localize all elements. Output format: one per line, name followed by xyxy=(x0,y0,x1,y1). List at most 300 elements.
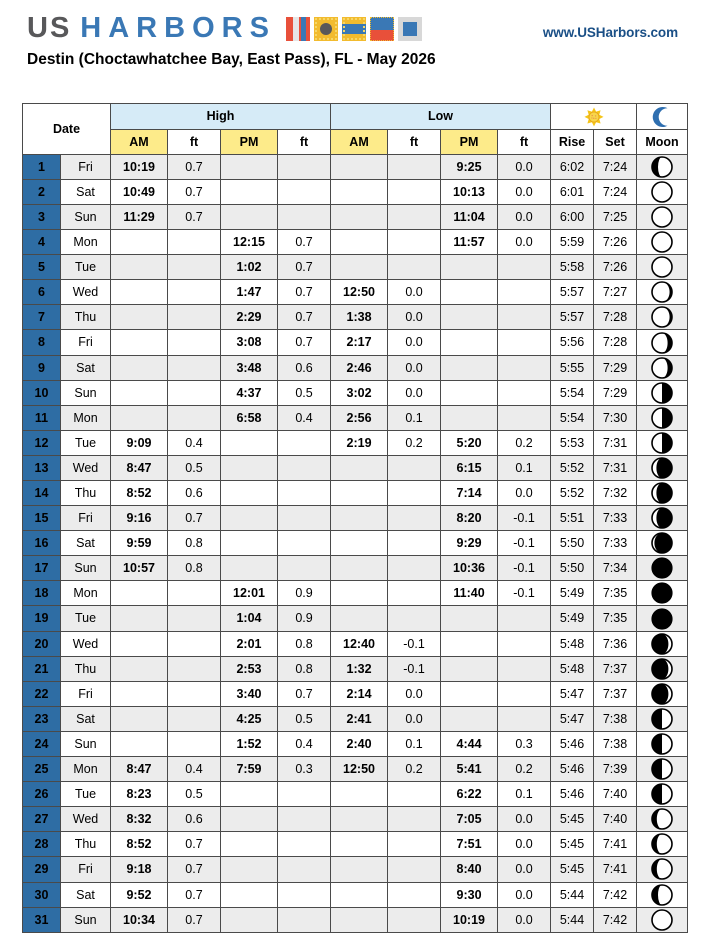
table-row xyxy=(23,857,688,882)
header-sun-set: Set xyxy=(594,129,637,154)
cell-day: 21 xyxy=(23,656,61,681)
cell-high-am: 8:23 xyxy=(111,782,168,807)
header-low-group: Low xyxy=(331,104,551,130)
cell-low-am-ft xyxy=(388,832,441,857)
cell-low-pm xyxy=(441,405,498,430)
table-row xyxy=(23,631,688,656)
cell-low-pm: 7:05 xyxy=(441,807,498,832)
cell-high-am-ft xyxy=(168,305,221,330)
table-row xyxy=(23,531,688,556)
cell-high-pm-ft: 0.7 xyxy=(278,681,331,706)
cell-moon-phase-waning-crescent-thick-icon xyxy=(637,882,688,907)
cell-high-pm: 12:01 xyxy=(221,581,278,606)
cell-moon-phase-waxing-gibbous-full-icon xyxy=(637,531,688,556)
cell-sunset: 7:27 xyxy=(594,280,637,305)
cell-high-pm: 2:53 xyxy=(221,656,278,681)
cell-high-pm xyxy=(221,857,278,882)
cell-day: 10 xyxy=(23,380,61,405)
cell-high-pm: 1:04 xyxy=(221,606,278,631)
cell-day: 25 xyxy=(23,757,61,782)
cell-low-pm: 11:04 xyxy=(441,204,498,229)
cell-low-am xyxy=(331,782,388,807)
cell-low-am xyxy=(331,556,388,581)
cell-sunset: 7:35 xyxy=(594,606,637,631)
header-low-am: AM xyxy=(331,129,388,154)
cell-high-pm-ft: 0.7 xyxy=(278,305,331,330)
cell-moon-phase-full-icon xyxy=(637,606,688,631)
cell-high-pm: 2:01 xyxy=(221,631,278,656)
cell-low-am: 3:02 xyxy=(331,380,388,405)
cell-low-am-ft xyxy=(388,481,441,506)
cell-low-pm xyxy=(441,255,498,280)
cell-moon-phase-waxing-gibbous-icon xyxy=(637,506,688,531)
cell-low-pm-ft: 0.0 xyxy=(498,204,551,229)
cell-high-am-ft: 0.7 xyxy=(168,154,221,179)
cell-sunrise: 6:01 xyxy=(551,179,594,204)
cell-high-am: 10:34 xyxy=(111,907,168,932)
cell-moon-phase-full-icon xyxy=(637,581,688,606)
cell-low-pm-ft: -0.1 xyxy=(498,531,551,556)
cell-high-am xyxy=(111,731,168,756)
header-high-pm: PM xyxy=(221,129,278,154)
cell-high-am-ft xyxy=(168,581,221,606)
cell-sunrise: 5:57 xyxy=(551,305,594,330)
table-row xyxy=(23,455,688,480)
moon-icon xyxy=(637,104,688,130)
cell-high-am: 9:18 xyxy=(111,857,168,882)
header-sun-rise: Rise xyxy=(551,129,594,154)
cell-high-pm: 6:58 xyxy=(221,405,278,430)
header-low-am-ft: ft xyxy=(388,129,441,154)
cell-sunrise: 5:47 xyxy=(551,681,594,706)
table-row xyxy=(23,430,688,455)
cell-high-am: 9:09 xyxy=(111,430,168,455)
cell-sunset: 7:41 xyxy=(594,832,637,857)
cell-sunrise: 5:49 xyxy=(551,581,594,606)
cell-low-pm: 8:40 xyxy=(441,857,498,882)
cell-high-pm-ft xyxy=(278,907,331,932)
cell-day: 31 xyxy=(23,907,61,932)
cell-low-pm: 11:57 xyxy=(441,230,498,255)
cell-high-am xyxy=(111,330,168,355)
cell-sunrise: 5:52 xyxy=(551,481,594,506)
cell-high-am-ft xyxy=(168,230,221,255)
table-row xyxy=(23,681,688,706)
cell-moon-phase-waning-crescent-icon xyxy=(637,857,688,882)
cell-low-am-ft xyxy=(388,882,441,907)
cell-sunrise: 5:52 xyxy=(551,455,594,480)
cell-weekday: Wed xyxy=(61,280,111,305)
cell-low-am-ft: 0.0 xyxy=(388,355,441,380)
cell-low-am xyxy=(331,204,388,229)
cell-moon-phase-new-icon xyxy=(637,230,688,255)
cell-high-am-ft xyxy=(168,380,221,405)
cell-high-am-ft: 0.7 xyxy=(168,506,221,531)
cell-sunrise: 5:48 xyxy=(551,656,594,681)
logo-text-harbors: HARBORS xyxy=(80,12,276,44)
table-row xyxy=(23,405,688,430)
cell-high-pm xyxy=(221,204,278,229)
cell-sunset: 7:37 xyxy=(594,656,637,681)
flag-signal-t-icon xyxy=(286,17,310,41)
cell-high-pm-ft: 0.5 xyxy=(278,706,331,731)
cell-sunset: 7:40 xyxy=(594,782,637,807)
cell-weekday: Thu xyxy=(61,481,111,506)
cell-low-pm xyxy=(441,380,498,405)
cell-sunrise: 5:46 xyxy=(551,731,594,756)
cell-low-pm-ft: 0.0 xyxy=(498,481,551,506)
cell-weekday: Sun xyxy=(61,556,111,581)
cell-high-am xyxy=(111,706,168,731)
cell-day: 18 xyxy=(23,581,61,606)
cell-day: 9 xyxy=(23,355,61,380)
cell-sunrise: 5:55 xyxy=(551,355,594,380)
cell-high-am-ft: 0.7 xyxy=(168,882,221,907)
cell-day: 7 xyxy=(23,305,61,330)
cell-moon-phase-last-quarter-icon xyxy=(637,782,688,807)
cell-weekday: Sat xyxy=(61,179,111,204)
cell-low-pm-ft: 0.3 xyxy=(498,731,551,756)
cell-sunrise: 5:57 xyxy=(551,280,594,305)
cell-low-pm-ft xyxy=(498,405,551,430)
cell-high-am xyxy=(111,280,168,305)
cell-high-pm: 12:15 xyxy=(221,230,278,255)
cell-low-am-ft: 0.0 xyxy=(388,280,441,305)
cell-low-pm-ft: -0.1 xyxy=(498,506,551,531)
cell-low-pm-ft: -0.1 xyxy=(498,581,551,606)
cell-low-am xyxy=(331,882,388,907)
cell-day: 4 xyxy=(23,230,61,255)
cell-weekday: Sun xyxy=(61,731,111,756)
cell-low-am-ft xyxy=(388,581,441,606)
cell-high-pm-ft: 0.7 xyxy=(278,230,331,255)
cell-high-pm-ft xyxy=(278,430,331,455)
cell-high-pm-ft: 0.9 xyxy=(278,581,331,606)
cell-high-pm-ft xyxy=(278,204,331,229)
cell-sunset: 7:28 xyxy=(594,305,637,330)
table-row xyxy=(23,581,688,606)
cell-low-pm-ft: 0.0 xyxy=(498,154,551,179)
cell-sunset: 7:41 xyxy=(594,857,637,882)
cell-low-am-ft xyxy=(388,907,441,932)
cell-low-am-ft: 0.0 xyxy=(388,380,441,405)
cell-low-am-ft xyxy=(388,204,441,229)
cell-sunrise: 5:59 xyxy=(551,230,594,255)
flag-signal-i-icon xyxy=(314,17,338,41)
site-url-link[interactable]: www.USHarbors.com xyxy=(542,25,678,40)
cell-sunrise: 5:45 xyxy=(551,807,594,832)
cell-weekday: Mon xyxy=(61,757,111,782)
cell-low-am xyxy=(331,857,388,882)
cell-high-pm: 7:59 xyxy=(221,757,278,782)
cell-low-pm: 11:40 xyxy=(441,581,498,606)
cell-high-pm-ft xyxy=(278,154,331,179)
table-body xyxy=(23,154,688,932)
cell-low-pm: 7:14 xyxy=(441,481,498,506)
usharbors-logo[interactable] xyxy=(27,14,422,43)
cell-day: 24 xyxy=(23,731,61,756)
cell-sunrise: 5:44 xyxy=(551,882,594,907)
cell-high-pm-ft: 0.9 xyxy=(278,606,331,631)
cell-high-am-ft: 0.7 xyxy=(168,857,221,882)
cell-moon-phase-waxing-crescent-thin-icon xyxy=(637,280,688,305)
cell-day: 6 xyxy=(23,280,61,305)
cell-moon-phase-last-quarter-icon xyxy=(637,731,688,756)
cell-high-am-ft: 0.7 xyxy=(168,179,221,204)
header-low-pm: PM xyxy=(441,129,498,154)
cell-low-am-ft: 0.2 xyxy=(388,430,441,455)
cell-high-am-ft: 0.4 xyxy=(168,757,221,782)
cell-low-pm-ft: 0.0 xyxy=(498,907,551,932)
cell-low-pm xyxy=(441,681,498,706)
cell-high-am-ft: 0.7 xyxy=(168,832,221,857)
cell-low-pm xyxy=(441,606,498,631)
cell-sunset: 7:38 xyxy=(594,731,637,756)
tide-table xyxy=(22,103,688,933)
cell-moon-phase-waning-crescent-icon xyxy=(637,807,688,832)
flag-signal-c-icon xyxy=(342,17,366,41)
cell-high-pm: 3:40 xyxy=(221,681,278,706)
cell-high-pm-ft xyxy=(278,531,331,556)
cell-sunset: 7:33 xyxy=(594,506,637,531)
cell-weekday: Tue xyxy=(61,255,111,280)
cell-low-pm-ft xyxy=(498,280,551,305)
cell-low-pm: 10:36 xyxy=(441,556,498,581)
cell-high-am xyxy=(111,355,168,380)
cell-sunrise: 5:46 xyxy=(551,757,594,782)
cell-high-pm: 2:29 xyxy=(221,305,278,330)
cell-low-pm xyxy=(441,355,498,380)
cell-high-am xyxy=(111,581,168,606)
cell-moon-phase-waxing-crescent-icon xyxy=(637,355,688,380)
cell-high-pm-ft: 0.4 xyxy=(278,405,331,430)
cell-sunset: 7:33 xyxy=(594,531,637,556)
cell-moon-phase-new-icon xyxy=(637,907,688,932)
cell-weekday: Fri xyxy=(61,681,111,706)
cell-high-am: 10:49 xyxy=(111,179,168,204)
cell-low-am: 2:14 xyxy=(331,681,388,706)
cell-high-am-ft: 0.7 xyxy=(168,204,221,229)
cell-sunset: 7:26 xyxy=(594,255,637,280)
cell-low-am: 2:41 xyxy=(331,706,388,731)
cell-sunset: 7:25 xyxy=(594,204,637,229)
cell-high-am-ft: 0.5 xyxy=(168,455,221,480)
cell-high-pm xyxy=(221,481,278,506)
cell-low-am xyxy=(331,531,388,556)
cell-moon-phase-full-icon xyxy=(637,556,688,581)
cell-weekday: Tue xyxy=(61,606,111,631)
cell-moon-phase-new-icon xyxy=(637,255,688,280)
cell-high-pm xyxy=(221,882,278,907)
cell-low-am-ft: -0.1 xyxy=(388,631,441,656)
cell-low-am: 2:17 xyxy=(331,330,388,355)
cell-high-pm xyxy=(221,430,278,455)
cell-sunrise: 5:53 xyxy=(551,430,594,455)
cell-low-pm: 8:20 xyxy=(441,506,498,531)
cell-low-pm: 10:19 xyxy=(441,907,498,932)
cell-high-am xyxy=(111,305,168,330)
cell-low-pm-ft xyxy=(498,255,551,280)
cell-high-pm xyxy=(221,154,278,179)
cell-high-pm xyxy=(221,782,278,807)
cell-high-pm-ft xyxy=(278,556,331,581)
cell-low-am xyxy=(331,481,388,506)
cell-high-pm-ft: 0.6 xyxy=(278,355,331,380)
cell-weekday: Wed xyxy=(61,807,111,832)
cell-moon-phase-waning-gibbous-icon xyxy=(637,631,688,656)
cell-low-am-ft xyxy=(388,255,441,280)
cell-low-am-ft: 0.0 xyxy=(388,330,441,355)
table-row xyxy=(23,305,688,330)
cell-sunset: 7:34 xyxy=(594,556,637,581)
cell-sunrise: 5:48 xyxy=(551,631,594,656)
cell-weekday: Thu xyxy=(61,656,111,681)
cell-high-am-ft: 0.5 xyxy=(168,782,221,807)
header-low-pm-ft: ft xyxy=(498,129,551,154)
cell-moon-phase-new-icon xyxy=(637,179,688,204)
table-row xyxy=(23,606,688,631)
cell-low-am-ft xyxy=(388,606,441,631)
cell-high-am: 11:29 xyxy=(111,204,168,229)
cell-high-am xyxy=(111,405,168,430)
cell-sunrise: 6:00 xyxy=(551,204,594,229)
table-row xyxy=(23,807,688,832)
cell-high-am: 10:19 xyxy=(111,154,168,179)
table-row xyxy=(23,154,688,179)
logo-text-us: US xyxy=(27,12,72,44)
cell-moon-phase-new-icon xyxy=(637,204,688,229)
cell-moon-phase-first-quarter-icon xyxy=(637,430,688,455)
header-high-am: AM xyxy=(111,129,168,154)
cell-low-pm-ft: 0.1 xyxy=(498,455,551,480)
cell-low-pm: 6:22 xyxy=(441,782,498,807)
cell-sunset: 7:42 xyxy=(594,907,637,932)
cell-high-am-ft: 0.6 xyxy=(168,481,221,506)
cell-weekday: Sat xyxy=(61,882,111,907)
cell-high-pm-ft xyxy=(278,857,331,882)
cell-low-pm-ft xyxy=(498,380,551,405)
cell-high-pm-ft xyxy=(278,455,331,480)
cell-high-am xyxy=(111,255,168,280)
cell-high-am: 9:59 xyxy=(111,531,168,556)
cell-weekday: Sun xyxy=(61,380,111,405)
cell-sunset: 7:26 xyxy=(594,230,637,255)
cell-weekday: Tue xyxy=(61,782,111,807)
cell-day: 19 xyxy=(23,606,61,631)
cell-low-pm: 7:51 xyxy=(441,832,498,857)
cell-weekday: Mon xyxy=(61,581,111,606)
cell-high-pm-ft: 0.5 xyxy=(278,380,331,405)
cell-high-pm-ft: 0.3 xyxy=(278,757,331,782)
cell-high-am-ft: 0.6 xyxy=(168,807,221,832)
cell-sunrise: 5:56 xyxy=(551,330,594,355)
cell-low-am xyxy=(331,807,388,832)
cell-low-am: 2:19 xyxy=(331,430,388,455)
cell-high-pm xyxy=(221,907,278,932)
cell-high-am-ft: 0.8 xyxy=(168,556,221,581)
cell-weekday: Fri xyxy=(61,330,111,355)
cell-high-am-ft xyxy=(168,681,221,706)
cell-low-pm-ft: 0.0 xyxy=(498,832,551,857)
cell-low-am: 2:46 xyxy=(331,355,388,380)
cell-low-pm: 9:29 xyxy=(441,531,498,556)
cell-weekday: Sat xyxy=(61,355,111,380)
cell-sunrise: 5:50 xyxy=(551,531,594,556)
table-row xyxy=(23,882,688,907)
cell-high-am: 8:32 xyxy=(111,807,168,832)
table-row xyxy=(23,731,688,756)
cell-low-am: 12:50 xyxy=(331,757,388,782)
cell-high-pm xyxy=(221,531,278,556)
flag-signal-s-icon xyxy=(398,17,422,41)
cell-low-am-ft: 0.1 xyxy=(388,731,441,756)
cell-high-am: 8:52 xyxy=(111,832,168,857)
cell-low-am: 1:32 xyxy=(331,656,388,681)
cell-low-am-ft: 0.1 xyxy=(388,405,441,430)
cell-high-am-ft: 0.4 xyxy=(168,430,221,455)
cell-low-pm-ft xyxy=(498,656,551,681)
page-header xyxy=(0,0,704,103)
cell-weekday: Sat xyxy=(61,706,111,731)
cell-day: 5 xyxy=(23,255,61,280)
cell-low-pm-ft xyxy=(498,330,551,355)
cell-day: 15 xyxy=(23,506,61,531)
cell-day: 8 xyxy=(23,330,61,355)
cell-low-pm-ft xyxy=(498,631,551,656)
cell-sunrise: 5:44 xyxy=(551,907,594,932)
table-row xyxy=(23,506,688,531)
cell-day: 20 xyxy=(23,631,61,656)
cell-low-am xyxy=(331,179,388,204)
cell-high-am xyxy=(111,631,168,656)
cell-high-am xyxy=(111,230,168,255)
cell-sunset: 7:32 xyxy=(594,481,637,506)
cell-weekday: Fri xyxy=(61,154,111,179)
cell-weekday: Mon xyxy=(61,230,111,255)
cell-low-am-ft xyxy=(388,230,441,255)
cell-sunset: 7:42 xyxy=(594,882,637,907)
cell-low-pm-ft xyxy=(498,706,551,731)
header-high-am-ft: ft xyxy=(168,129,221,154)
cell-low-am-ft: 0.0 xyxy=(388,706,441,731)
cell-day: 2 xyxy=(23,179,61,204)
cell-moon-phase-waning-gibbous-icon xyxy=(637,681,688,706)
cell-high-am xyxy=(111,380,168,405)
header-high-group: High xyxy=(111,104,331,130)
cell-high-am: 10:57 xyxy=(111,556,168,581)
cell-low-pm: 9:30 xyxy=(441,882,498,907)
cell-day: 11 xyxy=(23,405,61,430)
cell-day: 14 xyxy=(23,481,61,506)
cell-sunset: 7:29 xyxy=(594,380,637,405)
cell-moon-phase-first-quarter-icon xyxy=(637,380,688,405)
header-date: Date xyxy=(23,104,111,155)
cell-sunset: 7:37 xyxy=(594,681,637,706)
table-row xyxy=(23,280,688,305)
cell-high-pm: 3:08 xyxy=(221,330,278,355)
cell-high-am-ft xyxy=(168,255,221,280)
cell-sunrise: 5:51 xyxy=(551,506,594,531)
cell-high-pm-ft xyxy=(278,807,331,832)
table-row xyxy=(23,230,688,255)
cell-high-am: 9:16 xyxy=(111,506,168,531)
cell-high-pm-ft xyxy=(278,481,331,506)
cell-weekday: Sun xyxy=(61,204,111,229)
table-row xyxy=(23,355,688,380)
cell-low-pm-ft xyxy=(498,681,551,706)
cell-high-am xyxy=(111,606,168,631)
cell-low-pm xyxy=(441,330,498,355)
